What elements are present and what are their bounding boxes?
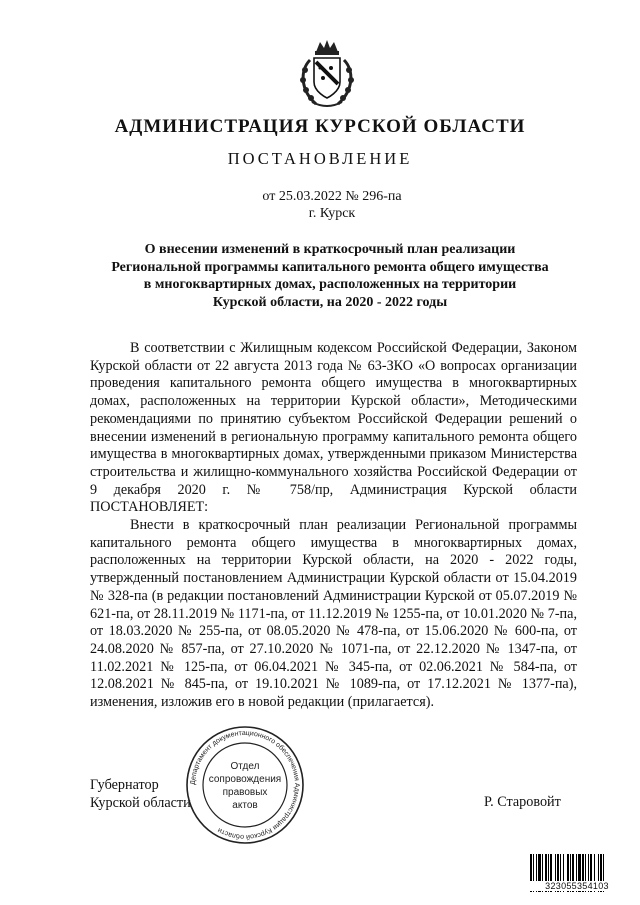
coat-of-arms-emblem bbox=[296, 38, 358, 110]
body-paragraph: В соответствии с Жилищным кодексом Российской Федерации, Законом Курской области от 22 августа 2013 года № 63-ЗКО «О вопросах организации проведения капитального ремонта общего имущества в многоквартирных домах, расположенных на территории Курской области», Методическими рекомендациями по принятию субъектом Российской Федерации решений о внесении изменений в региональную программу капитального ремонта общего имущества в многоквартирных домах, утвержденными приказом Министерства строительства и жилищно-коммунального хозяйства Российской Федерации от 9 декабря 2020 г. № 758/пр, Администрация Курской области ПОСТАНОВЛЯЕТ: bbox=[90, 340, 577, 516]
document-body bbox=[90, 340, 577, 712]
subject-line: О внесении изменений в краткосрочный план реализации bbox=[144, 242, 516, 257]
barcode-number: 323055354103 bbox=[529, 881, 625, 891]
document-city: г. Курск bbox=[308, 206, 356, 221]
svg-text:Департамент документационного bbox=[190, 730, 300, 841]
subject-line: Региональной программы капитального ремонта общего имущества bbox=[111, 259, 549, 275]
stamp-text-line: сопровождения bbox=[208, 774, 282, 785]
document-subject bbox=[80, 241, 580, 311]
signatory-name: Р. Старовойт bbox=[484, 794, 561, 810]
stamp-text-line: правовых bbox=[222, 787, 268, 798]
stamp-text-line: актов bbox=[232, 800, 258, 811]
organization-title: АДМИНИСТРАЦИЯ КУРСКОЙ ОБЛАСТИ bbox=[114, 116, 526, 137]
stamp-text-line: Отдел bbox=[230, 761, 260, 772]
signatory-title-line: Курской области bbox=[90, 794, 191, 811]
subject-line: в многоквартирных домах, расположенных на территории bbox=[143, 277, 517, 292]
signatory-title bbox=[90, 777, 191, 812]
document-type: ПОСТАНОВЛЕНИЕ bbox=[227, 149, 413, 168]
stamp-ring-text: Департамент документационного обеспечения Администрации Курской области bbox=[189, 729, 301, 841]
document-date-number: от 25.03.2022 № 296-па bbox=[262, 189, 402, 204]
signatory-title-line: Губернатор bbox=[90, 777, 159, 793]
subject-line: Курской области, на 2020 - 2022 годы bbox=[212, 294, 448, 310]
department-stamp bbox=[180, 725, 310, 845]
body-paragraph: Внести в краткосрочный план реализации Региональной программы капитального ремонта общего имущества в многоквартирных домах, расположенных на территории Курской области, на 2020 - 2022 годы, утвержденный постановлением Администрации Курской области от 15.04.2019 № 328-па (в редакции постановлений Администрации Курской от 05.07.2019 № 621-па, от 28.11.2019 № 1171-па, от 11.12.2019 № 1255-па, от 10.01.2020 № 7-па, от 18.03.2020 № 255-па, от 08.05.2020 № 478-па, от 15.06.2020 № 600-па, от 24.08.2020 № 857-па, от 27.10.2020 № 1071-па, от 22.12.2020 № 1347-па, от 11.02.2021 № 125-па, от 06.04.2021 № 345-па, от 02.06.2021 № 584-па, от 12.08.2021 № 845-па, от 19.10.2021 № 1089-па, от 17.12.2021 № 1377-па), изменения, изложив его в новой редакции (прилагается). bbox=[90, 517, 577, 711]
